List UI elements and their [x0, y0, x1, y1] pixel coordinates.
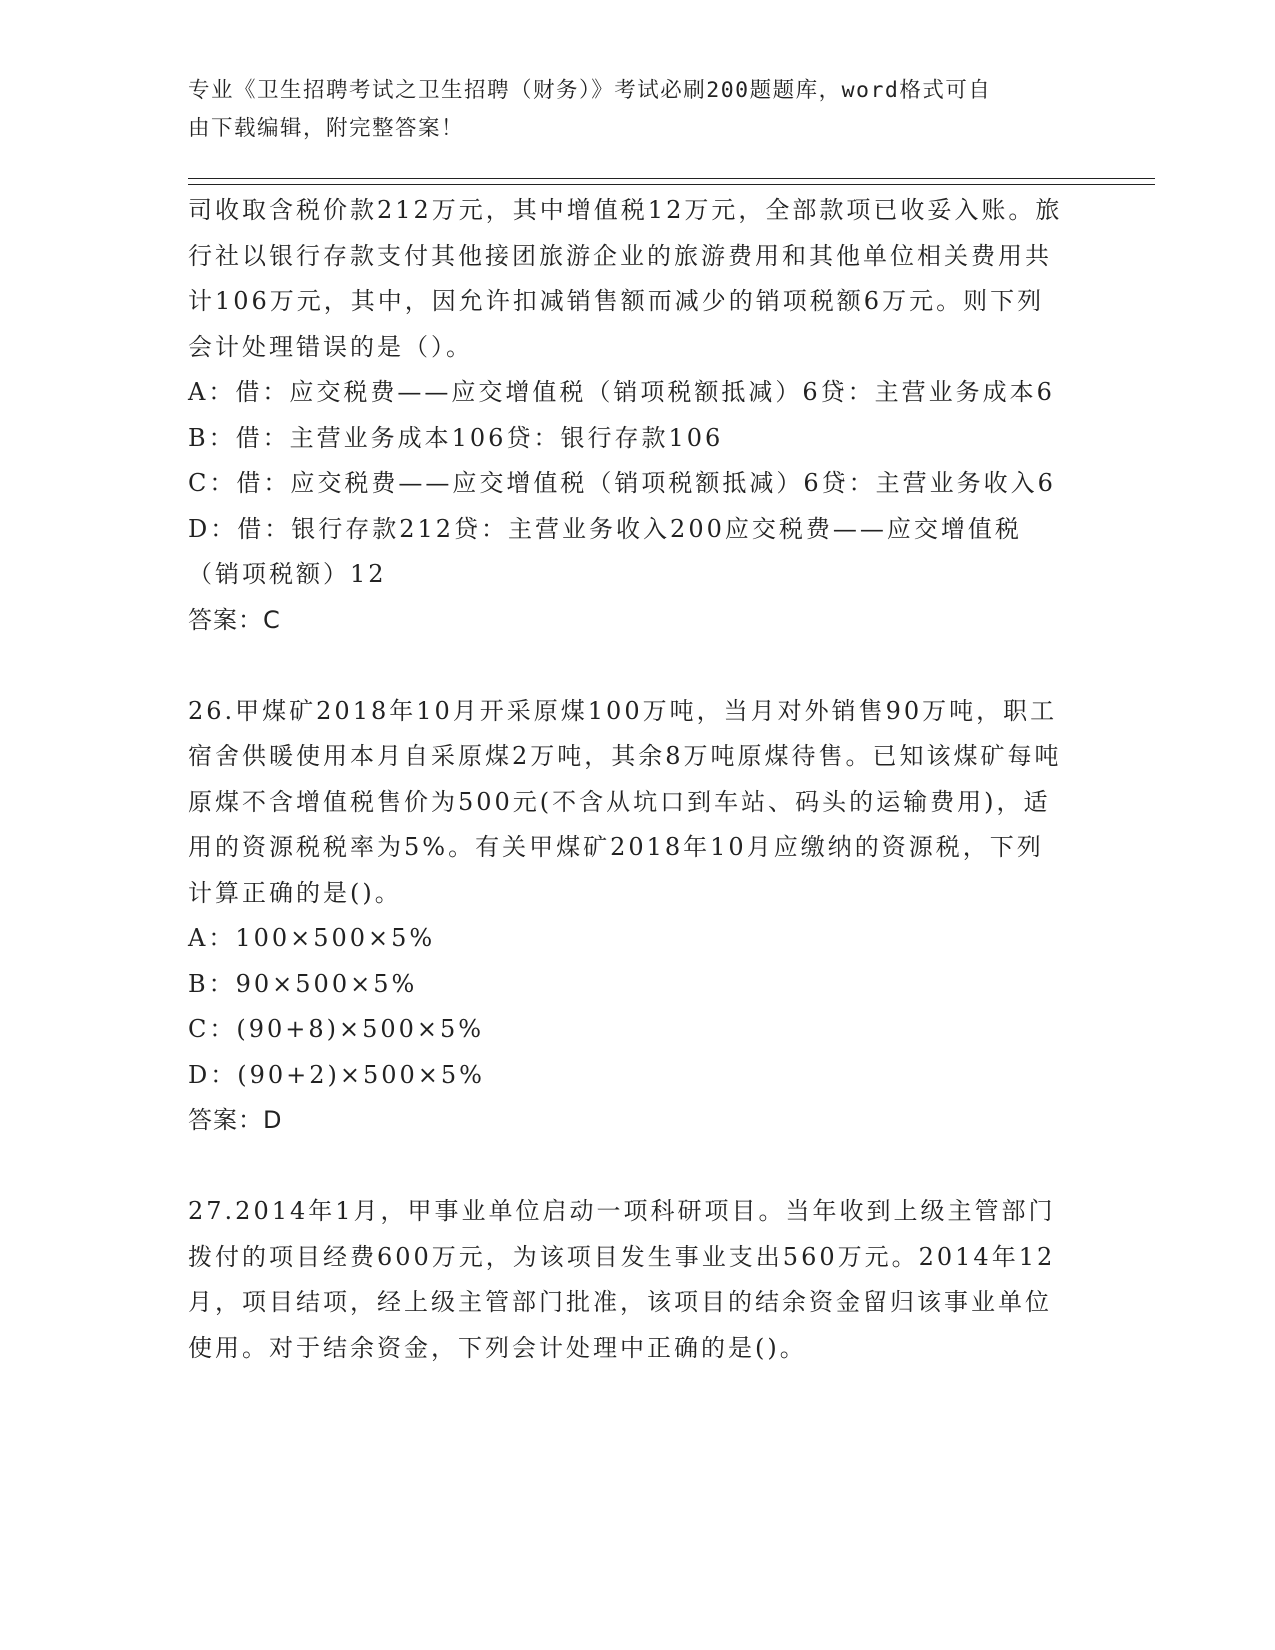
option-b: B：借：主营业务成本106贷：银行存款106 — [188, 423, 724, 452]
question-26 — [188, 689, 1068, 1144]
option-c: C：借：应交税费——应交增值税（销项税额抵减）6贷：主营业务收入6 — [188, 469, 1056, 497]
document-body — [188, 188, 1068, 1371]
answer-line: 答案：D — [188, 1106, 283, 1134]
answer-line: 答案：C — [188, 605, 281, 634]
document-header — [188, 72, 1068, 148]
question-stem: 26.甲煤矿2018年10月开采原煤100万吨，当月对外销售90万吨，职工宿舍供暖使用本月自采原煤2万吨，其余8万吨原煤待售。已知该煤矿每吨原煤不含增值税售价为500元(不含从坑口到车站、码头的运输费用)，适用的资源税税率为5%。有关甲煤矿2018年10月应缴纳的资源税，下列计算正确的是()。 — [188, 696, 1062, 907]
option-a: A：100×500×5% — [188, 924, 436, 952]
question-spacer — [188, 643, 1068, 689]
header-title-line-2: 由下载编辑，附完整答案！ — [188, 116, 465, 141]
option-a: A：借：应交税费——应交增值税（销项税额抵减）6贷：主营业务成本6 — [188, 378, 1055, 406]
header-divider-bottom — [188, 184, 1155, 185]
question-stem: 司收取含税价款212万元，其中增值税12万元，全部款项已收妥入账。旅行社以银行存款支付其他接团旅游企业的旅游费用和其他单位相关费用共计106万元，其中，因允许扣减销售额而减少的销项税额6万元。则下列会计处理错误的是（）。 — [188, 196, 1063, 361]
option-c: C：(90+8)×500×5% — [188, 1015, 485, 1043]
header-title-line-1: 专业《卫生招聘考试之卫生招聘（财务）》考试必刷200题题库，word格式可自 — [188, 78, 992, 103]
option-d: D：(90+2)×500×5% — [188, 1060, 485, 1089]
question-spacer — [188, 1144, 1068, 1190]
question-stem: 27.2014年1月，甲事业单位启动一项科研项目。当年收到上级主管部门拨付的项目经费600万元，为该项目发生事业支出560万元。2014年12月，项目结项，经上级主管部门批准，该项目的结余资金留归该事业单位使用。对于结余资金，下列会计处理中正确的是()。 — [188, 1197, 1056, 1362]
header-divider-top — [188, 178, 1155, 179]
question-27 — [188, 1189, 1068, 1371]
question-25 — [188, 188, 1068, 643]
option-b: B：90×500×5% — [188, 969, 418, 998]
option-d: D：借：银行存款212贷：主营业务收入200应交税费——应交增值税（销项税额）12 — [188, 514, 1022, 588]
